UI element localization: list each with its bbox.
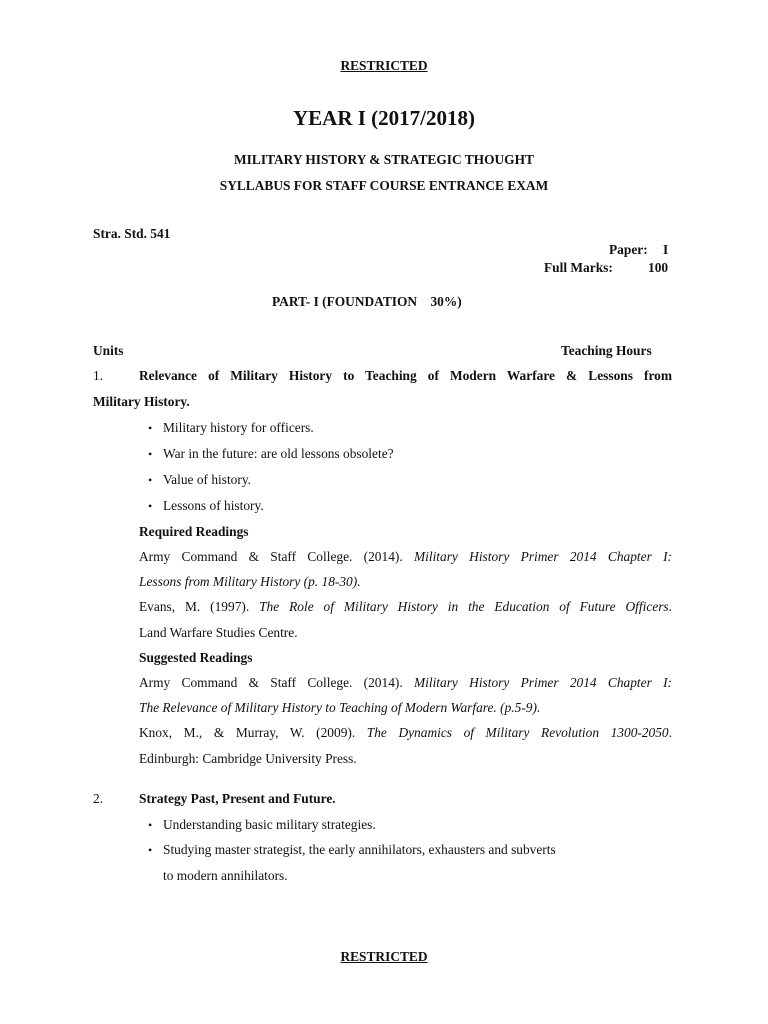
unit-2-title: Strategy Past, Present and Future. [139, 791, 336, 806]
list-item: Military history for officers. [163, 420, 314, 435]
teaching-hours-label: Teaching Hours [561, 343, 652, 358]
reading-entry-cont: Lessons from Military History (p. 18-30). [139, 574, 361, 589]
subject-title: MILITARY HISTORY & STRATEGIC THOUGHT [234, 152, 534, 167]
footer-restricted: RESTRICTED [340, 949, 428, 964]
list-item-cont: to modern annihilators. [163, 868, 288, 883]
unit-1-number: 1. [93, 368, 104, 383]
required-readings-heading: Required Readings [139, 524, 249, 539]
unit-2-number: 2. [93, 791, 104, 806]
bullet-glyph: • [148, 473, 153, 487]
list-item: Value of history. [163, 472, 252, 487]
part-title: PART- I (FOUNDATION 30%) [272, 294, 462, 309]
reading-entry-cont: Land Warfare Studies Centre. [139, 625, 298, 640]
list-item: Understanding basic military strategies. [163, 817, 376, 832]
reading-entry-cont: Edinburgh: Cambridge University Press. [139, 751, 357, 766]
suggested-readings-heading: Suggested Readings [139, 650, 253, 665]
reading-entry: Army Command & Staff College. (2014). Military History Primer 2014 Chapter I: [139, 549, 672, 564]
bullet-glyph: • [148, 421, 153, 435]
paper-label: Paper: [609, 242, 648, 257]
bullet-glyph: • [148, 447, 153, 461]
reading-entry-cont: The Relevance of Military History to Teaching of Modern Warfare. (p.5-9). [139, 700, 541, 715]
unit-1-title-line2: Military History. [93, 394, 190, 409]
syllabus-title: SYLLABUS FOR STAFF COURSE ENTRANCE EXAM [219, 178, 549, 193]
list-item: Lessons of history. [163, 498, 264, 513]
reading-entry: Evans, M. (1997). The Role of Military History in the Education of Future Officers. [139, 599, 672, 614]
list-item: Studying master strategist, the early annihilators, exhausters and subverts [163, 842, 556, 857]
full-marks-value: 100 [648, 260, 669, 275]
reading-entry: Army Command & Staff College. (2014). Military History Primer 2014 Chapter I: [139, 675, 672, 690]
units-label: Units [93, 343, 124, 358]
year-title: YEAR I (2017/2018) [293, 106, 475, 130]
paper-value: I [663, 242, 669, 257]
list-item: War in the future: are old lessons obsolete? [163, 446, 394, 461]
unit-1-title-line1: Relevance of Military History to Teaching of Modern Warfare & Lessons from [139, 368, 672, 383]
course-code: Stra. Std. 541 [93, 226, 171, 241]
bullet-glyph: • [148, 843, 153, 857]
reading-entry: Knox, M., & Murray, W. (2009). The Dynamics of Military Revolution 1300-2050. [139, 725, 672, 740]
header-restricted: RESTRICTED [340, 58, 428, 73]
full-marks-label: Full Marks: [544, 260, 613, 275]
bullet-glyph: • [148, 499, 153, 513]
bullet-glyph: • [148, 818, 153, 832]
